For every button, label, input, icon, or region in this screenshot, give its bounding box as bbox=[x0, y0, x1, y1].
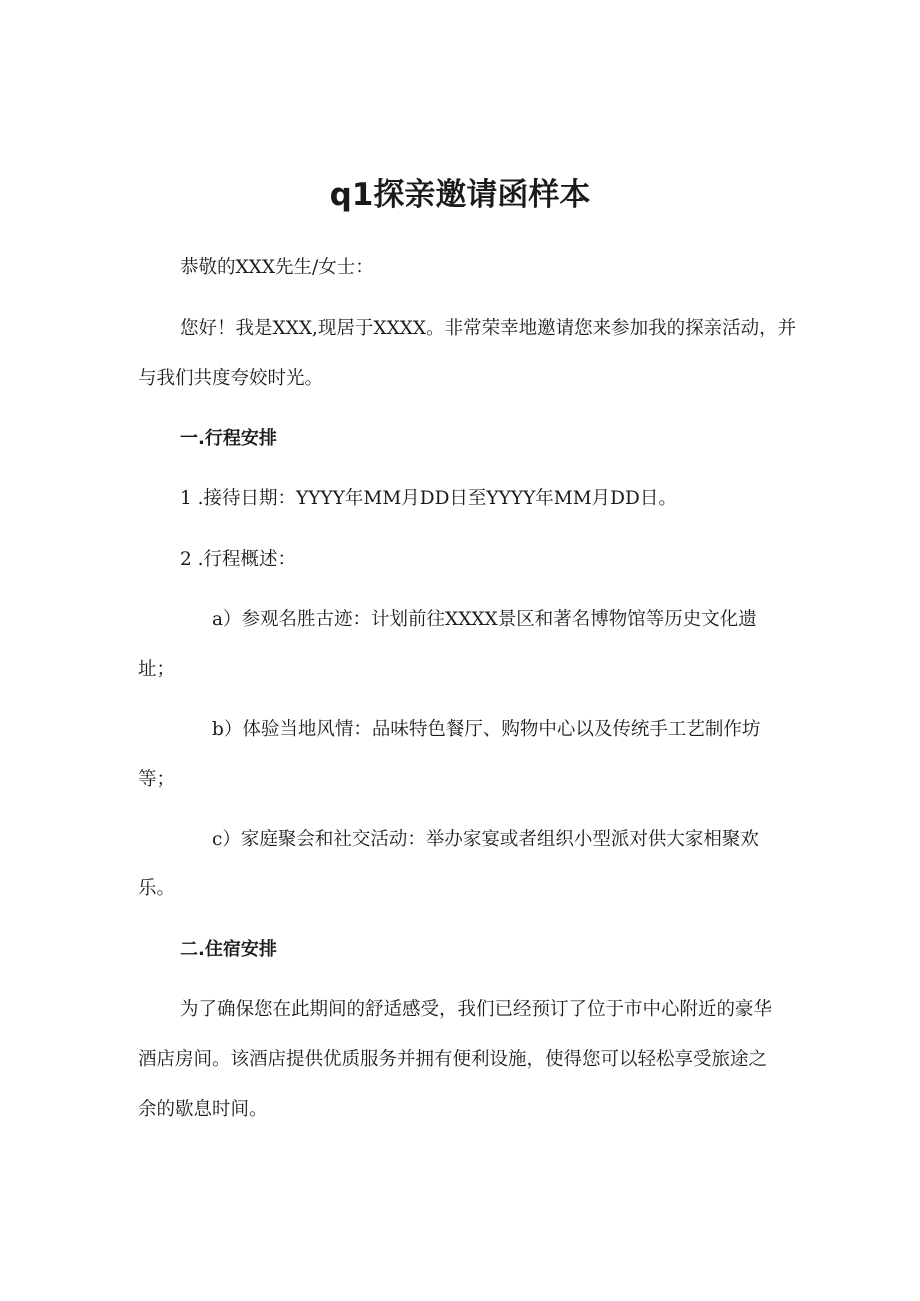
salutation: 恭敬的XXX先生/女士： bbox=[180, 257, 374, 278]
overview-a-line-1: a）参观名胜古迹：计划前往XXXX景区和著名博物馆等历史文化遗 bbox=[212, 609, 757, 630]
section-heading-accommodation: 二.住宿安排 bbox=[180, 939, 277, 960]
overview-b-line-2: 等； bbox=[138, 769, 176, 790]
accommodation-line-3: 余的歇息时间。 bbox=[138, 1099, 268, 1120]
intro-line-1: 您好！我是XXX,现居于XXXX。非常荣幸地邀请您来参加我的探亲活动，并 bbox=[180, 318, 797, 339]
document-title: q1探亲邀请函样本 bbox=[329, 177, 591, 213]
itinerary-item-dates: 1 .接待日期：YYYY年MM月DD日至YYYY年MM月DD日。 bbox=[180, 488, 677, 509]
overview-c-line-2: 乐。 bbox=[138, 878, 176, 899]
overview-a-line-2: 址； bbox=[138, 659, 176, 680]
section-heading-itinerary: 一.行程安排 bbox=[180, 428, 277, 449]
accommodation-line-2: 酒店房间。该酒店提供优质服务并拥有便利设施，使得您可以轻松享受旅途之 bbox=[138, 1049, 768, 1070]
overview-c-line-1: c）家庭聚会和社交活动：举办家宴或者组织小型派对供大家相聚欢 bbox=[212, 829, 759, 850]
overview-b-line-1: b）体验当地风情：品味特色餐厅、购物中心以及传统手工艺制作坊 bbox=[212, 719, 761, 740]
accommodation-line-1: 为了确保您在此期间的舒适感受，我们已经预订了位于市中心附近的豪华 bbox=[180, 999, 773, 1020]
intro-line-2: 与我们共度夸姣时光。 bbox=[138, 368, 324, 389]
itinerary-item-overview: 2 .行程概述： bbox=[180, 549, 297, 570]
